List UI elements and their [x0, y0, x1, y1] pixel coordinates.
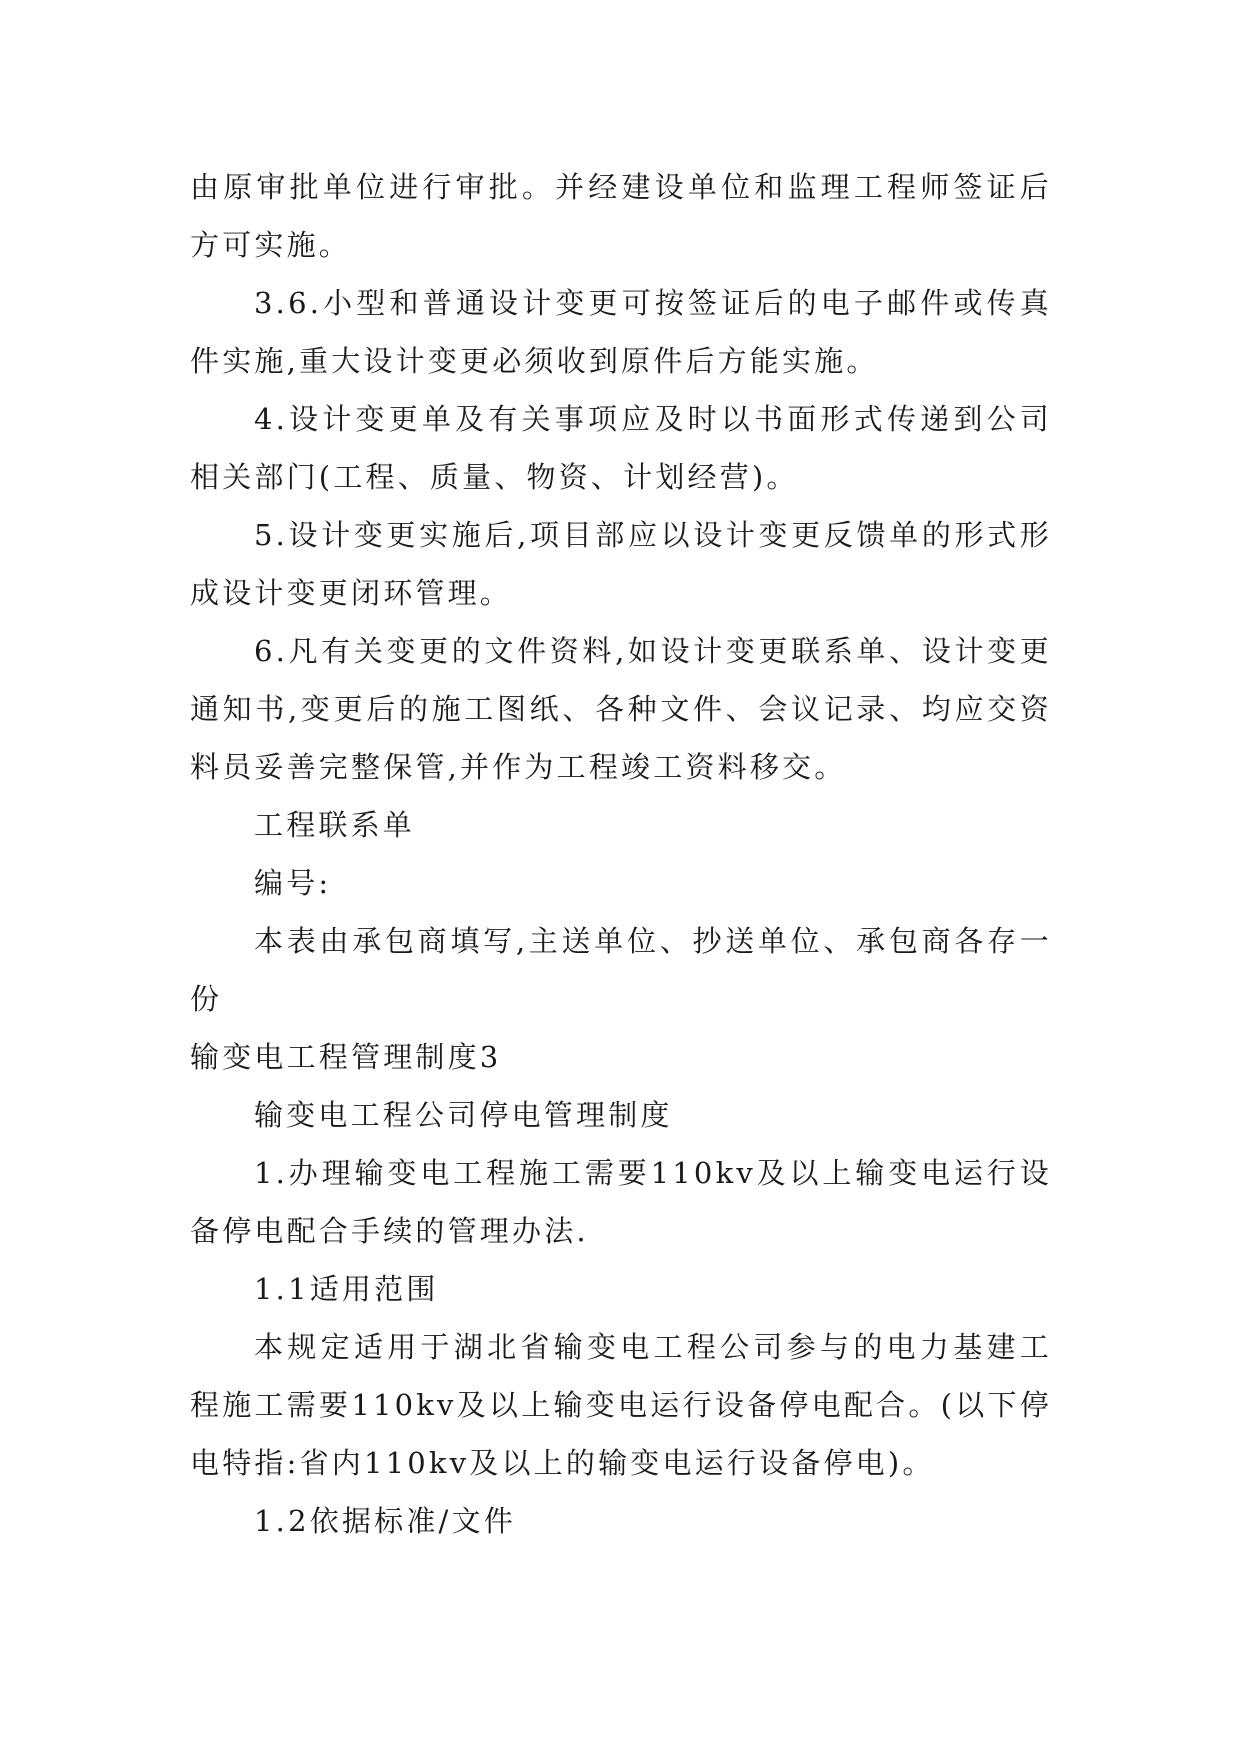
- paragraph-scope: 本规定适用于湖北省输变电工程公司参与的电力基建工程施工需要110kv及以上输变电运行设备停电配合。(以下停电特指:省内110kv及以上的输变电运行设备停电)。: [190, 1330, 1052, 1480]
- paragraph-1: 1.办理输变电工程施工需要110kv及以上输变电运行设备停电配合手续的管理办法.: [190, 1156, 1052, 1248]
- paragraph-6: 6.凡有关变更的文件资料,如设计变更联系单、设计变更通知书,变更后的施工图纸、各种文件、会议记录、均应交资料员妥善完整保管,并作为工程竣工资料移交。: [190, 634, 1052, 784]
- paragraph-1-2: 1.2依据标准/文件: [254, 1504, 516, 1538]
- paragraph-5: 5.设计变更实施后,项目部应以设计变更反馈单的形式形成设计变更闭环管理。: [190, 518, 1052, 610]
- form-number-label: 编号:: [254, 866, 332, 900]
- paragraph-1-1: 1.1适用范围: [254, 1272, 439, 1306]
- paragraph-3-6: 3.6.小型和普通设计变更可按签证后的电子邮件或传真件实施,重大设计变更必须收到原件后方能实施。: [190, 286, 1052, 378]
- paragraph-4: 4.设计变更单及有关事项应及时以书面形式传递到公司相关部门(工程、质量、物资、计划经营)。: [190, 402, 1052, 494]
- section-subtitle: 输变电工程公司停电管理制度: [254, 1098, 673, 1132]
- form-note: 本表由承包商填写,主送单位、抄送单位、承包商各存一份: [190, 924, 1052, 1016]
- paragraph-approval: 由原审批单位进行审批。并经建设单位和监理工程师签证后方可实施。: [190, 170, 1052, 262]
- document-body: [190, 158, 1052, 1550]
- form-title: 工程联系单: [254, 808, 416, 842]
- section-heading: 输变电工程管理制度3: [190, 1040, 502, 1074]
